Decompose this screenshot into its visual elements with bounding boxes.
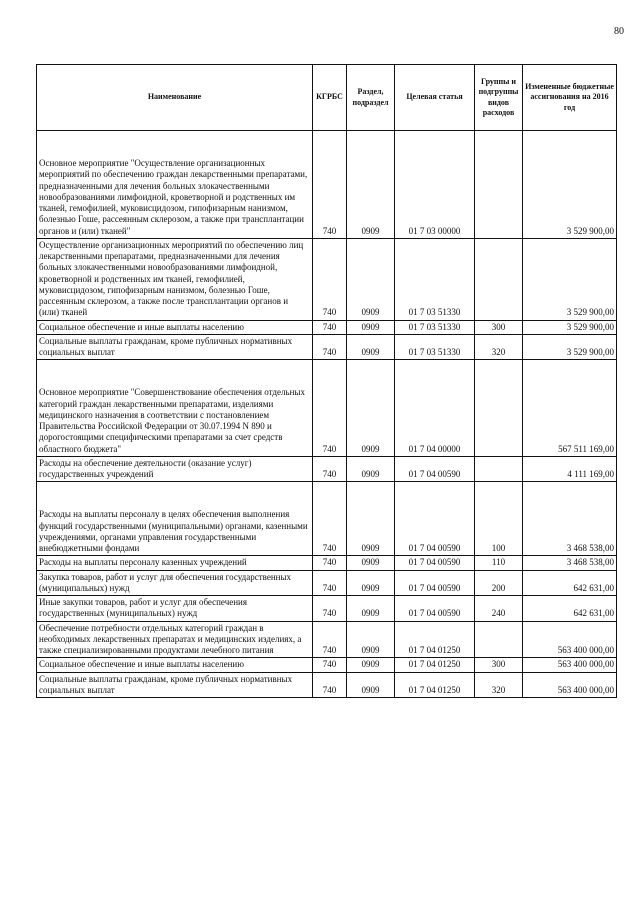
row-kgrbs-cell: 740 — [313, 596, 347, 622]
row-group-cell — [475, 238, 523, 320]
table-row — [37, 556, 617, 570]
table-row — [37, 658, 617, 672]
row-target-cell: 01 7 04 01250 — [395, 672, 475, 698]
row-target-cell: 01 7 04 01250 — [395, 658, 475, 672]
table-header-row — [37, 65, 617, 131]
budget-table — [36, 64, 617, 698]
row-kgrbs-cell: 740 — [313, 482, 347, 556]
row-section-cell: 0909 — [347, 621, 395, 658]
row-section-cell: 0909 — [347, 131, 395, 239]
row-amount-cell: 3 468 538,00 — [523, 482, 617, 556]
row-section-cell: 0909 — [347, 360, 395, 457]
row-kgrbs-cell: 740 — [313, 320, 347, 334]
row-group-cell: 320 — [475, 672, 523, 698]
row-group-cell: 240 — [475, 596, 523, 622]
row-amount-cell: 563 400 000,00 — [523, 621, 617, 658]
row-name-text: Основное мероприятие "Осуществление организационных мероприятий по обеспечению граждан лекарственными препаратами, предназначенными для лечения больных злокачественными новообразованиями лимфоидной, кроветворной и родственных им тканей, гемофилией, муковисцидозом, гипофизарным нанизмом, болезнью Гоше, рассеянным склерозом, а также при трансплантации органов и (или) тканей" — [39, 158, 308, 236]
row-group-cell — [475, 131, 523, 239]
row-amount-cell: 642 631,00 — [523, 596, 617, 622]
row-name-cell: Расходы на обеспечение деятельности (оказание услуг) государственных учреждений — [37, 456, 313, 482]
row-amount-cell: 4 111 169,00 — [523, 456, 617, 482]
table-row — [37, 456, 617, 482]
row-section-cell: 0909 — [347, 596, 395, 622]
header-section: Раздел, подраздел — [347, 65, 395, 131]
row-target-cell: 01 7 04 00590 — [395, 596, 475, 622]
header-changed: Измененные бюджетные ассигнования на 2016 год — [523, 65, 617, 131]
row-amount-cell: 642 631,00 — [523, 570, 617, 596]
row-spacer — [39, 132, 310, 158]
row-name-cell — [37, 482, 313, 556]
header-kgrbs: КГРБС — [313, 65, 347, 131]
row-spacer — [39, 483, 310, 509]
table-row — [37, 482, 617, 556]
row-amount-cell: 563 400 000,00 — [523, 672, 617, 698]
row-target-cell: 01 7 03 00000 — [395, 131, 475, 239]
row-group-cell — [475, 360, 523, 457]
row-name-cell: Социальное обеспечение и иные выплаты населению — [37, 320, 313, 334]
table-row — [37, 238, 617, 320]
row-group-cell: 300 — [475, 320, 523, 334]
row-name-cell: Социальные выплаты гражданам, кроме публичных нормативных социальных выплат — [37, 672, 313, 698]
row-amount-cell: 3 468 538,00 — [523, 556, 617, 570]
row-section-cell: 0909 — [347, 238, 395, 320]
row-amount-cell: 3 529 900,00 — [523, 238, 617, 320]
row-name-cell — [37, 360, 313, 457]
row-kgrbs-cell: 740 — [313, 131, 347, 239]
row-name-text: Расходы на выплаты персоналу в целях обеспечения выполнения функций государственными (муниципальными) органами, казенными учреждениями, органами управления государственными внебюджетными фондами — [39, 509, 308, 553]
row-name-cell: Расходы на выплаты персоналу казенных учреждений — [37, 556, 313, 570]
header-name: Наименование — [37, 65, 313, 131]
row-target-cell: 01 7 03 51330 — [395, 238, 475, 320]
row-name-cell: Иные закупки товаров, работ и услуг для обеспечения государственных (муниципальных) нужд — [37, 596, 313, 622]
table-row — [37, 360, 617, 457]
row-amount-cell: 3 529 900,00 — [523, 320, 617, 334]
row-kgrbs-cell: 740 — [313, 238, 347, 320]
row-name-text: Основное мероприятие "Совершенствование обеспечения отдельных категорий граждан лекарственными препаратами, изделиями медицинского назначения в соответствии с постановлением Правительства Российской Федерации от 30.07.1994 N 890 и дорогостоящими специфическими препаратами за счет средств областного бюджета" — [39, 387, 305, 454]
row-group-cell — [475, 456, 523, 482]
row-group-cell: 300 — [475, 658, 523, 672]
row-amount-cell: 563 400 000,00 — [523, 658, 617, 672]
row-section-cell: 0909 — [347, 456, 395, 482]
row-section-cell: 0909 — [347, 672, 395, 698]
row-name-cell: Обеспечение потребности отдельных категорий граждан в необходимых лекарственных препаратах и медицинских изделиях, а также специализированными продуктами лечебного питания — [37, 621, 313, 658]
row-kgrbs-cell: 740 — [313, 621, 347, 658]
row-target-cell: 01 7 04 00590 — [395, 482, 475, 556]
row-name-cell: Социальное обеспечение и иные выплаты населению — [37, 658, 313, 672]
table-row — [37, 320, 617, 334]
row-group-cell: 100 — [475, 482, 523, 556]
row-group-cell — [475, 621, 523, 658]
row-kgrbs-cell: 740 — [313, 556, 347, 570]
row-kgrbs-cell: 740 — [313, 334, 347, 360]
row-target-cell: 01 7 04 01250 — [395, 621, 475, 658]
row-group-cell: 110 — [475, 556, 523, 570]
row-spacer — [39, 361, 310, 387]
header-target: Целевая статья — [395, 65, 475, 131]
row-target-cell: 01 7 04 00590 — [395, 570, 475, 596]
row-kgrbs-cell: 740 — [313, 456, 347, 482]
row-section-cell: 0909 — [347, 658, 395, 672]
row-amount-cell: 3 529 900,00 — [523, 334, 617, 360]
row-section-cell: 0909 — [347, 556, 395, 570]
table-row — [37, 621, 617, 658]
row-target-cell: 01 7 03 51330 — [395, 320, 475, 334]
row-target-cell: 01 7 03 51330 — [395, 334, 475, 360]
row-kgrbs-cell: 740 — [313, 658, 347, 672]
table-row — [37, 570, 617, 596]
row-section-cell: 0909 — [347, 334, 395, 360]
row-target-cell: 01 7 04 00590 — [395, 456, 475, 482]
table-row — [37, 334, 617, 360]
row-target-cell: 01 7 04 00000 — [395, 360, 475, 457]
row-name-cell: Закупка товаров, работ и услуг для обеспечения государственных (муниципальных) нужд — [37, 570, 313, 596]
row-name-cell: Социальные выплаты гражданам, кроме публичных нормативных социальных выплат — [37, 334, 313, 360]
table-row — [37, 596, 617, 622]
row-kgrbs-cell: 740 — [313, 570, 347, 596]
table-row — [37, 131, 617, 239]
row-name-cell — [37, 131, 313, 239]
table-body — [37, 131, 617, 698]
header-groups: Группы и подгруппы видов расходов — [475, 65, 523, 131]
row-target-cell: 01 7 04 00590 — [395, 556, 475, 570]
row-amount-cell: 3 529 900,00 — [523, 131, 617, 239]
row-group-cell: 320 — [475, 334, 523, 360]
row-kgrbs-cell: 740 — [313, 672, 347, 698]
page-number: 80 — [614, 26, 624, 37]
row-section-cell: 0909 — [347, 320, 395, 334]
row-name-cell: Осуществление организационных мероприятий по обеспечению лиц лекарственными препаратами, предназначенными для лечения больных злокачественными новообразованиями лимфоидной, кроветворной и родственных им тканей, гемофилией, муковисцидозом, гипофизарным нанизмом, болезнью Гоше, рассеянным склерозом, а также после трансплантации органов и (или) тканей — [37, 238, 313, 320]
table-row — [37, 672, 617, 698]
row-amount-cell: 567 511 169,00 — [523, 360, 617, 457]
row-kgrbs-cell: 740 — [313, 360, 347, 457]
row-section-cell: 0909 — [347, 482, 395, 556]
row-group-cell: 200 — [475, 570, 523, 596]
row-section-cell: 0909 — [347, 570, 395, 596]
